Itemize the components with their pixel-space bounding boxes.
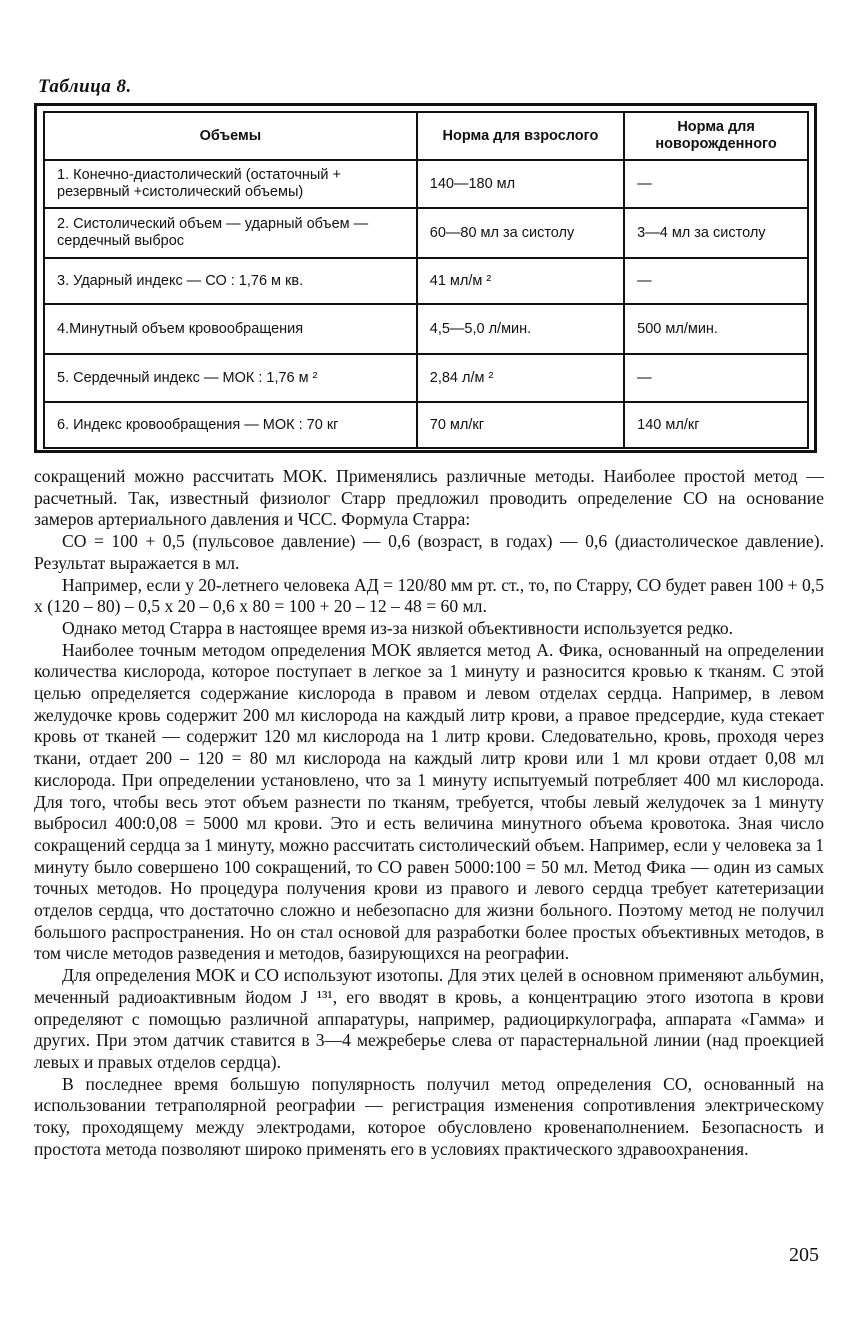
paragraph: Однако метод Старра в настоящее время из-за низкой объективности используется редко.: [62, 617, 734, 638]
newborn-value: —: [624, 160, 808, 208]
paragraph: Например, если у 20-летнего человека АД = 120/80 мм рт. ст., то, по Старру, СО будет равен 100 + 0,5 х (120 – 80) – 0,5 х 20 – 0,6 х 80 = 100 + 20 – 12 – 48 = 60 мл.: [34, 574, 824, 617]
newborn-value: —: [624, 258, 808, 304]
header-newborn-norm: Норма для новорожденного: [624, 112, 808, 160]
table-row: [44, 160, 808, 208]
paragraph: сокращений можно рассчитать МОК. Применялись различные методы. Наиболее простой метод — расчетный. Так, известный физиолог Старр предложил проводить определение СО на основание замеров артериального давления и ЧСС. Формула Старра:: [34, 466, 824, 530]
newborn-value: —: [624, 354, 808, 402]
row-label: 1. Конечно-диастолический (остаточный + резервный +систолический объемы): [44, 160, 417, 208]
table-row: [44, 258, 808, 304]
row-label: 6. Индекс кровообращения — МОК : 70 кг: [44, 402, 417, 448]
newborn-value: 500 мл/мин.: [624, 304, 808, 354]
row-label: 5. Сердечный индекс — МОК : 1,76 м ²: [44, 354, 417, 402]
adult-value: 140—180 мл: [417, 160, 624, 208]
adult-value: 4,5—5,0 л/мин.: [417, 304, 624, 354]
page-number: 205: [789, 1244, 819, 1266]
adult-value: 70 мл/кг: [417, 402, 624, 448]
volumes-table: [43, 111, 809, 449]
table-header-row: [44, 112, 808, 160]
table-row: [44, 402, 808, 448]
row-label: 2. Систолический объем — ударный объем — сердечный выброс: [44, 208, 417, 258]
header-volumes: Объемы: [44, 112, 417, 160]
newborn-value: 3—4 мл за систолу: [624, 208, 808, 258]
header-adult-norm: Норма для взрослого: [417, 112, 624, 160]
paragraph: В последнее время большую популярность получил метод определения СО, основанный на использовании тетраполярной реографии — регистрация изменения сопротивления электрическому току, проходящему между электродами, которое обусловлено кровенаполнением. Безопасность и простота метода позволяют широко применять его в условиях практического здравоохранения.: [34, 1073, 824, 1159]
paragraph: Наиболее точным методом определения МОК является метод А. Фика, основанный на определении количества кислорода, которое поступает в легкое за 1 минуту и разносится кровью к тканям. С этой целью определяется содержание кислорода в правом и левом отделах сердца. Например, в левом желудочке кровь содержит 200 мл кислорода на каждый литр крови, а правое предсердие, куда стекает кровь от тканей — содержит 120 мл кислорода на 1 литр крови. Следовательно, кровь, проходя через ткани, отдает 200 – 120 = 80 мл кислорода на каждый литр крови или 1 мл крови отдает 0,08 мл кислорода. При определении установлено, что за 1 минуту испытуемый потребляет 400 мл кислорода. Для того, чтобы весь этот объем разнести по тканям, требуется, чтобы левый желудочек за 1 минуту выбросил 400:0,08 = 5000 мл крови. Это и есть величина минутного объема кровотока. Зная число сокращений сердца за 1 минуту, можно рассчитать систолический объем. Например, если у человека за 1 минуту было совершено 100 сокращений, то СО равен 5000:100 = 50 мл. Метод Фика — один из самых точных методов. Но процедура получения крови из правого и левого сердца требует катетеризации отделов сердца, что достаточно сложно и небезопасно для жизни больного. Поэтому метод не получил большого распространения. Но он стал основой для разработки более простых объективных методов, в том числе методов разведения и методов, базирующихся на реографии.: [34, 639, 824, 964]
adult-value: 41 мл/м ²: [417, 258, 624, 304]
newborn-value: 140 мл/кг: [624, 402, 808, 448]
row-label: 3. Ударный индекс — СО : 1,76 м кв.: [44, 258, 417, 304]
table-row: [44, 354, 808, 402]
adult-value: 60—80 мл за систолу: [417, 208, 624, 258]
paragraph: Для определения МОК и СО используют изотопы. Для этих целей в основном применяют альбумин, меченный радиоактивным йодом J ¹³¹, его вводят в кровь, а концентрацию этого изотопа в крови определяют с помощью различной аппаратуры, например, радиоциркулографа, аппарата «Гамма» и других. При этом датчик ставится в 3—4 межреберье слева от парастернальной линии (над проекцией левых и правых отделов сердца).: [34, 965, 824, 1072]
table-row: [44, 208, 808, 258]
row-label: 4.Минутный объем кровообращения: [44, 304, 417, 354]
table-row: [44, 304, 808, 354]
adult-value: 2,84 л/м ²: [417, 354, 624, 402]
body-text: [34, 466, 824, 1161]
paragraph: СО = 100 + 0,5 (пульсовое давление) — 0,6 (возраст, в годах) — 0,6 (диастолическое давление). Результат выражается в мл.: [34, 531, 824, 573]
table-caption: Таблица 8.: [38, 76, 132, 97]
